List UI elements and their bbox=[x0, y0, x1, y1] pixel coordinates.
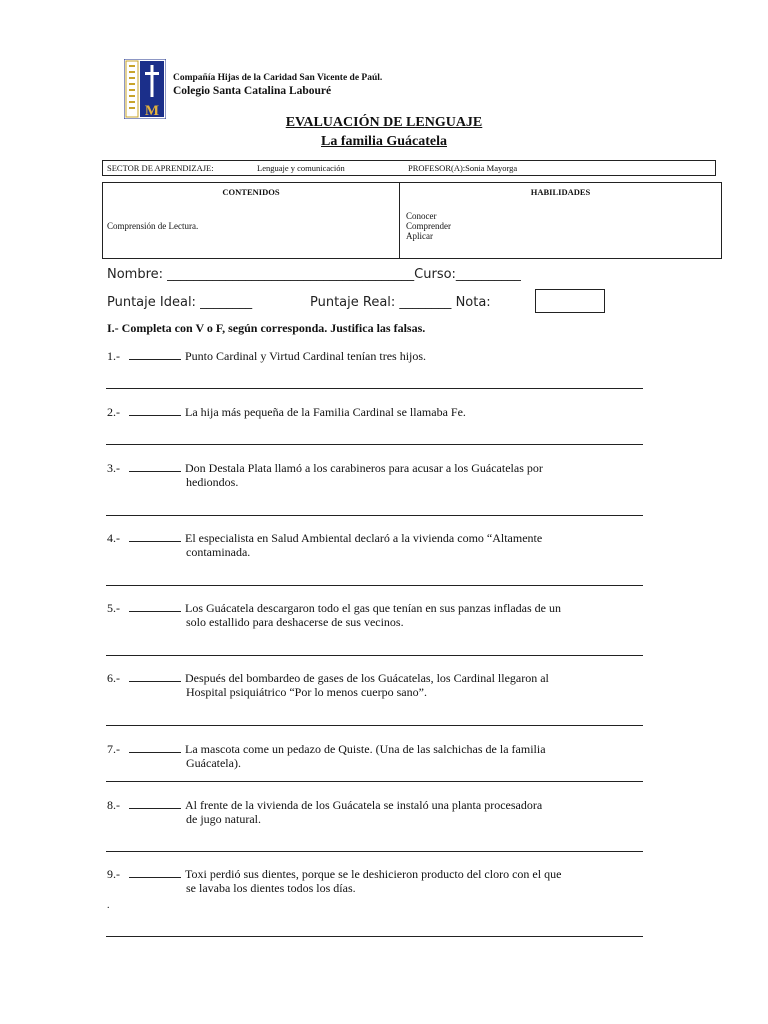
question-text: Punto Cardinal y Virtud Cardinal tenían tres hijos. bbox=[185, 349, 427, 363]
answer-blank[interactable] bbox=[129, 671, 181, 682]
question-text: Don Destala Plata llamó a los carabineros para acusar a los Guácatelas por bbox=[185, 461, 543, 475]
habilidad-item: Comprender bbox=[406, 221, 451, 231]
contenidos-header: CONTENIDOS bbox=[222, 187, 280, 197]
puntaje-ideal-line[interactable]: Puntaje Ideal: ________ bbox=[107, 295, 253, 310]
question-number: 3.- bbox=[107, 461, 120, 475]
answer-blank[interactable] bbox=[129, 461, 181, 472]
question-text: Después del bombardeo de gases de los Guácatelas, los Cardinal llegaron al bbox=[185, 671, 549, 685]
question-number: 2.- bbox=[107, 405, 120, 419]
puntaje-real-line[interactable]: Puntaje Real: ________ Nota: bbox=[310, 295, 491, 310]
question-text-continued: de jugo natural. bbox=[186, 812, 261, 826]
contenidos-value: Comprensión de Lectura. bbox=[107, 221, 199, 231]
question-text: Toxi perdió sus dientes, porque se le deshicieron producto del cloro con el que bbox=[185, 867, 562, 881]
justification-line[interactable] bbox=[106, 851, 643, 852]
question-item bbox=[107, 349, 426, 363]
sector-label: SECTOR DE APRENDIZAJE: bbox=[107, 163, 214, 173]
question-text-continued: Guácatela). bbox=[186, 756, 241, 770]
question-text-continued: solo estallido para deshacerse de sus vecinos. bbox=[186, 615, 404, 629]
question-number: 6.- bbox=[107, 671, 120, 685]
school-name: Colegio Santa Catalina Labouré bbox=[173, 85, 332, 97]
question-item bbox=[107, 531, 543, 559]
habilidad-item: Conocer bbox=[406, 211, 437, 221]
question-item bbox=[107, 798, 543, 826]
question-item bbox=[107, 742, 546, 770]
question-text: La mascota come un pedazo de Quiste. (Una de las salchichas de la familia bbox=[185, 742, 546, 756]
question-number: 9.- bbox=[107, 867, 120, 881]
contents-skills-table bbox=[102, 182, 722, 259]
question-item bbox=[107, 461, 543, 489]
question-text-continued: Hospital psiquiátrico “Por lo menos cuerpo sano”. bbox=[186, 685, 427, 699]
question-number: 5.- bbox=[107, 601, 120, 615]
question-text: La hija más pequeña de la Familia Cardinal se llamaba Fe. bbox=[185, 405, 466, 419]
justification-line[interactable] bbox=[106, 585, 643, 586]
habilidades-header: HABILIDADES bbox=[530, 187, 591, 197]
question-item bbox=[107, 671, 549, 699]
sector-box bbox=[102, 160, 716, 176]
school-logo bbox=[124, 59, 166, 119]
school-logo-graphic bbox=[124, 59, 166, 119]
answer-blank[interactable] bbox=[129, 798, 181, 809]
question-text: Al frente de la vivienda de los Guácatela se instaló una planta procesadora bbox=[185, 798, 543, 812]
answer-blank[interactable] bbox=[129, 867, 181, 878]
exam-subtitle: La familia Guácatela bbox=[321, 134, 447, 149]
justification-line[interactable] bbox=[106, 388, 643, 389]
instructions: I.- Completa con V o F, según corresponda. Justifica las falsas. bbox=[107, 321, 426, 335]
justification-line[interactable] bbox=[106, 444, 643, 445]
question-item bbox=[107, 867, 562, 895]
justification-line[interactable] bbox=[106, 936, 643, 937]
justification-line[interactable] bbox=[106, 781, 643, 782]
justification-line[interactable] bbox=[106, 725, 643, 726]
answer-blank[interactable] bbox=[129, 742, 181, 753]
school-congregation: Compañía Hijas de la Caridad San Vicente de Paúl. bbox=[173, 73, 383, 83]
sector-value: Lenguaje y comunicación bbox=[257, 163, 345, 173]
question-number: 8.- bbox=[107, 798, 120, 812]
habilidad-item: Aplicar bbox=[406, 231, 433, 241]
nombre-curso-line[interactable]: Nombre: ______________________________________Curso:__________ bbox=[107, 267, 521, 282]
nota-box[interactable] bbox=[535, 289, 605, 313]
question-number: 4.- bbox=[107, 531, 120, 545]
exam-title: EVALUACIÓN DE LENGUAJE bbox=[285, 115, 483, 130]
justification-line[interactable] bbox=[106, 515, 643, 516]
question-text-continued: contaminada. bbox=[186, 545, 251, 559]
question-item bbox=[107, 601, 561, 629]
question-text-continued: hediondos. bbox=[186, 475, 239, 489]
stray-mark: . bbox=[107, 900, 110, 911]
profesor-label: PROFESOR(A):Sonia Mayorga bbox=[408, 163, 518, 173]
justification-line[interactable] bbox=[106, 655, 643, 656]
answer-blank[interactable] bbox=[129, 601, 181, 612]
question-item bbox=[107, 405, 466, 419]
question-number: 1.- bbox=[107, 349, 120, 363]
question-number: 7.- bbox=[107, 742, 120, 756]
question-text: Los Guácatela descargaron todo el gas que tenían en sus panzas infladas de un bbox=[185, 601, 561, 615]
answer-blank[interactable] bbox=[129, 531, 181, 542]
logo-letter: M bbox=[144, 103, 160, 119]
answer-blank[interactable] bbox=[129, 349, 181, 360]
question-text-continued: se lavaba los dientes todos los días. bbox=[186, 881, 356, 895]
question-text: El especialista en Salud Ambiental declaró a la vivienda como “Altamente bbox=[185, 531, 543, 545]
answer-blank[interactable] bbox=[129, 405, 181, 416]
